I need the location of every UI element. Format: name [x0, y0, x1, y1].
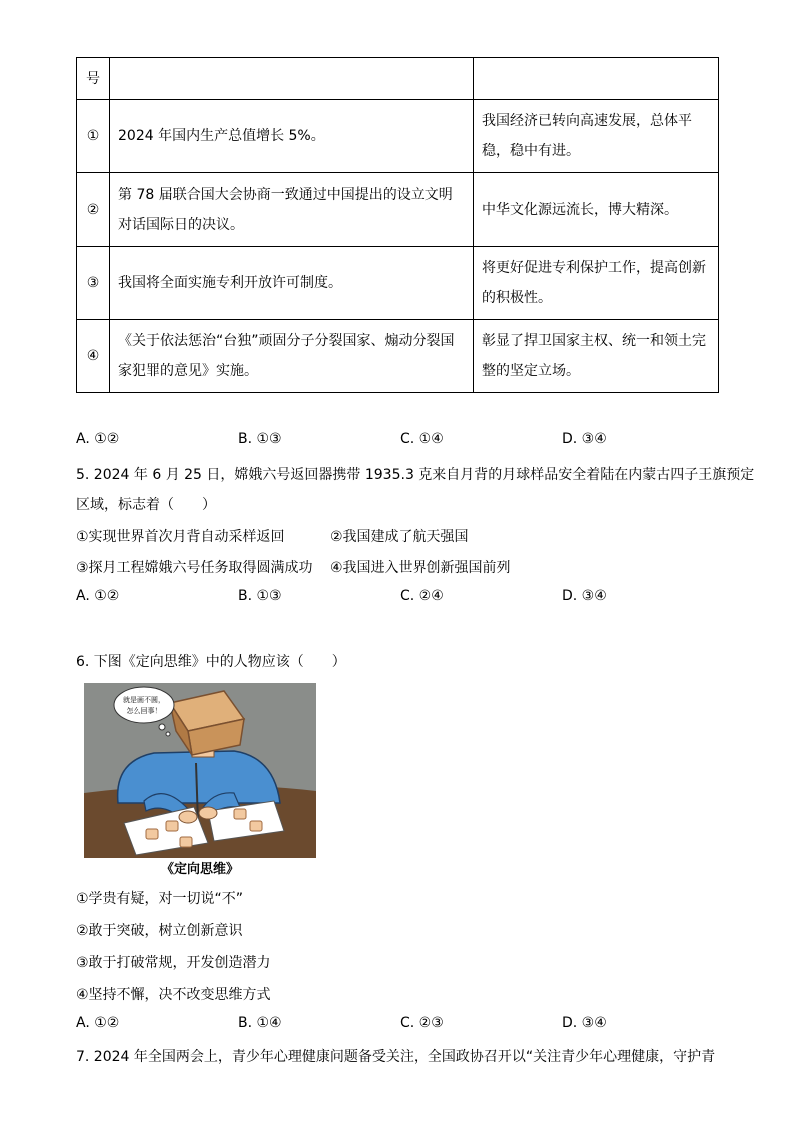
q5-statement-1: ①实现世界首次月背自动采样返回	[76, 529, 285, 545]
q4-option-d[interactable]: D. ③④	[562, 431, 607, 447]
bubble-text-line1: 就是画不圆，	[123, 696, 165, 704]
q6-statement-1: ①学贵有疑，对一切说“不”	[76, 891, 244, 907]
question-table	[76, 57, 719, 393]
row-number: ②	[77, 173, 110, 247]
q5-option-c[interactable]: C. ②④	[400, 588, 444, 604]
table-header-cell	[474, 58, 719, 100]
table-row	[77, 100, 719, 173]
row-number: ①	[77, 100, 110, 173]
cartoon-svg	[84, 683, 316, 858]
q4-option-b[interactable]: B. ①③	[238, 431, 282, 447]
q4-option-c[interactable]: C. ①④	[400, 431, 444, 447]
row-number: ④	[77, 320, 110, 393]
q6-statement-4: ④坚持不懈，决不改变思维方式	[76, 987, 271, 1003]
q5-stem-line2: 区域，标志着（ ）	[76, 497, 216, 513]
q6-option-d[interactable]: D. ③④	[562, 1015, 607, 1031]
row-meaning: 将更好促进专利保护工作，提高创新的积极性。	[474, 247, 719, 320]
row-event: 我国将全面实施专利开放许可制度。	[110, 247, 474, 320]
row-event: 《关于依法惩治“台独”顽固分子分裂国家、煽动分裂国家犯罪的意见》实施。	[110, 320, 474, 393]
cartoon-caption: 《定向思维》	[160, 862, 239, 877]
row-meaning: 我国经济已转向高速发展，总体平稳，稳中有进。	[474, 100, 719, 173]
table-row	[77, 247, 719, 320]
row-event: 2024 年国内生产总值增长 5%。	[110, 100, 474, 173]
table-row	[77, 173, 719, 247]
q5-statement-3: ③探月工程嫦娥六号任务取得圆满成功	[76, 560, 313, 576]
q5-statement-2: ②我国建成了航天强国	[330, 529, 469, 545]
q5-stem-line1: 5. 2024 年 6 月 25 日，嫦娥六号返回器携带 1935.3 克来自月背的月球样品安全着陆在内蒙古四子王旗预定	[76, 467, 755, 483]
q6-stem: 6. 下图《定向思维》中的人物应该（ ）	[76, 654, 346, 670]
q6-option-b[interactable]: B. ①④	[238, 1015, 282, 1031]
row-event: 第 78 届联合国大会协商一致通过中国提出的设立文明对话国际日的决议。	[110, 173, 474, 247]
table-header-cell	[110, 58, 474, 100]
q6-option-c[interactable]: C. ②③	[400, 1015, 444, 1031]
q5-option-b[interactable]: B. ①③	[238, 588, 282, 604]
cartoon-image	[84, 683, 316, 858]
q6-option-a[interactable]: A. ①②	[76, 1015, 120, 1031]
table-header-row	[77, 58, 719, 100]
row-meaning: 彰显了捍卫国家主权、统一和领土完整的坚定立场。	[474, 320, 719, 393]
q4-option-a[interactable]: A. ①②	[76, 431, 120, 447]
bubble-text-line2: 怎么回事！	[126, 707, 162, 715]
row-number: ③	[77, 247, 110, 320]
row-meaning: 中华文化源远流长，博大精深。	[474, 173, 719, 247]
q5-option-d[interactable]: D. ③④	[562, 588, 607, 604]
table-row	[77, 320, 719, 393]
q7-stem-line1: 7. 2024 年全国两会上，青少年心理健康问题备受关注，全国政协召开以“关注青少年心理健康，守护青	[76, 1049, 716, 1065]
q6-statement-2: ②敢于突破，树立创新意识	[76, 923, 243, 939]
q5-option-a[interactable]: A. ①②	[76, 588, 120, 604]
q6-statement-3: ③敢于打破常规，开发创造潜力	[76, 955, 271, 971]
table-header-cell: 号	[77, 58, 110, 100]
q5-statement-4: ④我国进入世界创新强国前列	[330, 560, 511, 576]
